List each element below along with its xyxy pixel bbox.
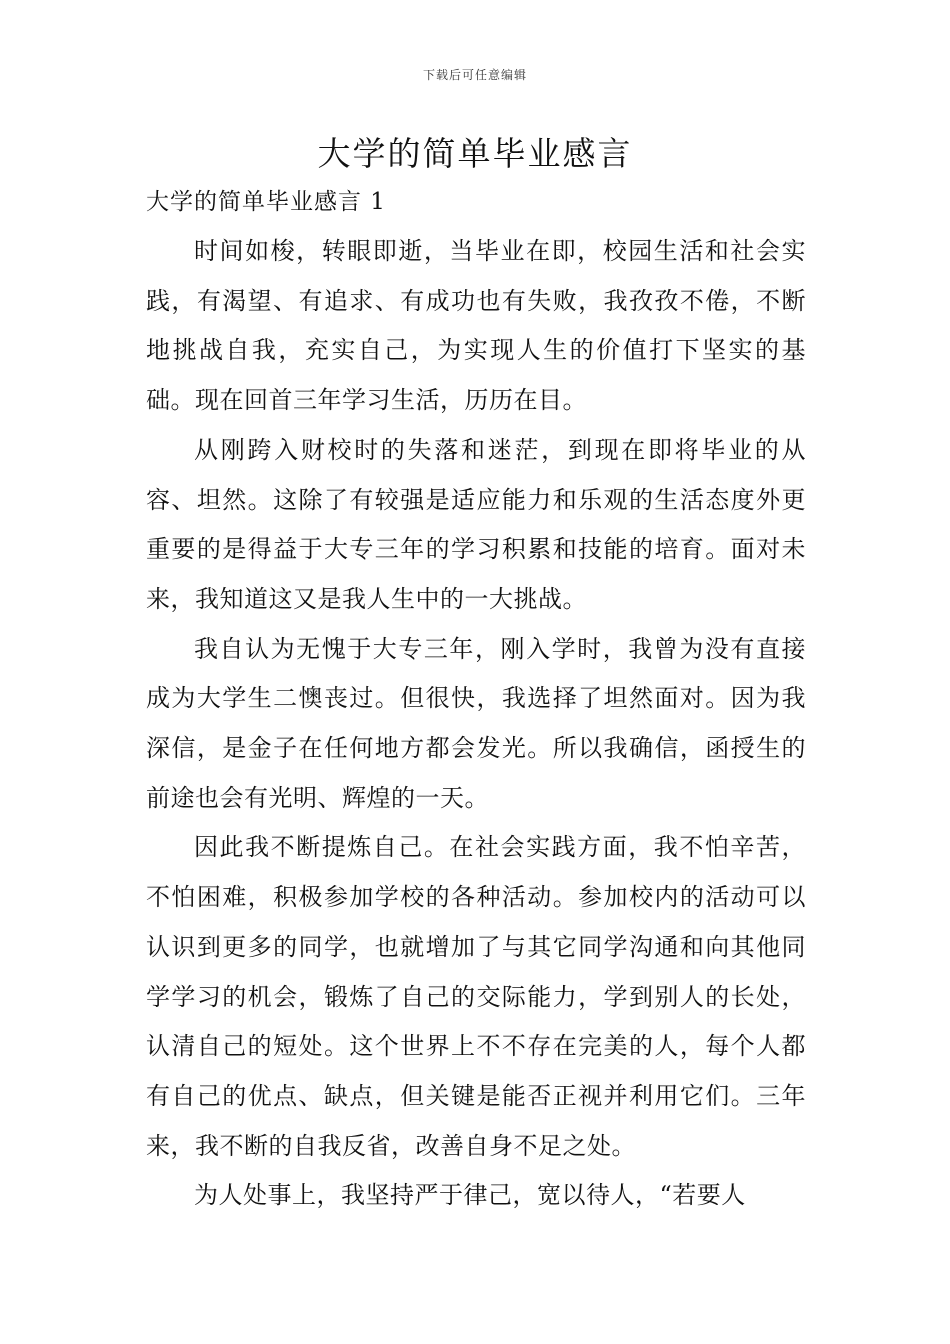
page-header-note: 下载后可任意编辑 bbox=[422, 68, 527, 82]
paragraph-5: 为人处事上，我坚持严于律己，宽以待人，“若要人 bbox=[194, 1181, 746, 1210]
document-body bbox=[146, 227, 806, 1221]
paragraph-4: 因此我不断提炼自己。在社会实践方面，我不怕辛苦，不怕困难，积极参加学校的各种活动。参加校内的活动可以认识到更多的同学，也就增加了与其它同学沟通和向其他同学学习的机会，锻炼了自己的交际能力，学到别人的长处，认清自己的短处。这个世界上不不存在完美的人，每个人都有自己的优点、缺点，但关键是能否正视并利用它们。三年来，我不断的自我反省，改善自身不足之处。 bbox=[146, 833, 806, 1160]
paragraph-2: 从刚跨入财校时的失落和迷茫，到现在即将毕业的从容、坦然。这除了有较强是适应能力和乐观的生活态度外更重要的是得益于大专三年的学习积累和技能的培育。面对未来，我知道这又是我人生中的一大挑战。 bbox=[146, 435, 806, 613]
document-subtitle: 大学的简单毕业感言 1 bbox=[146, 189, 386, 215]
paragraph-1: 时间如梭，转眼即逝，当毕业在即，校园生活和社会实践，有渴望、有追求、有成功也有失败，我孜孜不倦，不断地挑战自我，充实自己，为实现人生的价值打下坚实的基础。现在回首三年学习生活，历历在目。 bbox=[146, 237, 806, 415]
paragraph-3: 我自认为无愧于大专三年，刚入学时，我曾为没有直接成为大学生二懊丧过。但很快，我选择了坦然面对。因为我深信，是金子在任何地方都会发光。所以我确信，函授生的前途也会有光明、辉煌的一天。 bbox=[146, 634, 806, 812]
document-title: 大学的简单毕业感言 bbox=[317, 134, 633, 173]
